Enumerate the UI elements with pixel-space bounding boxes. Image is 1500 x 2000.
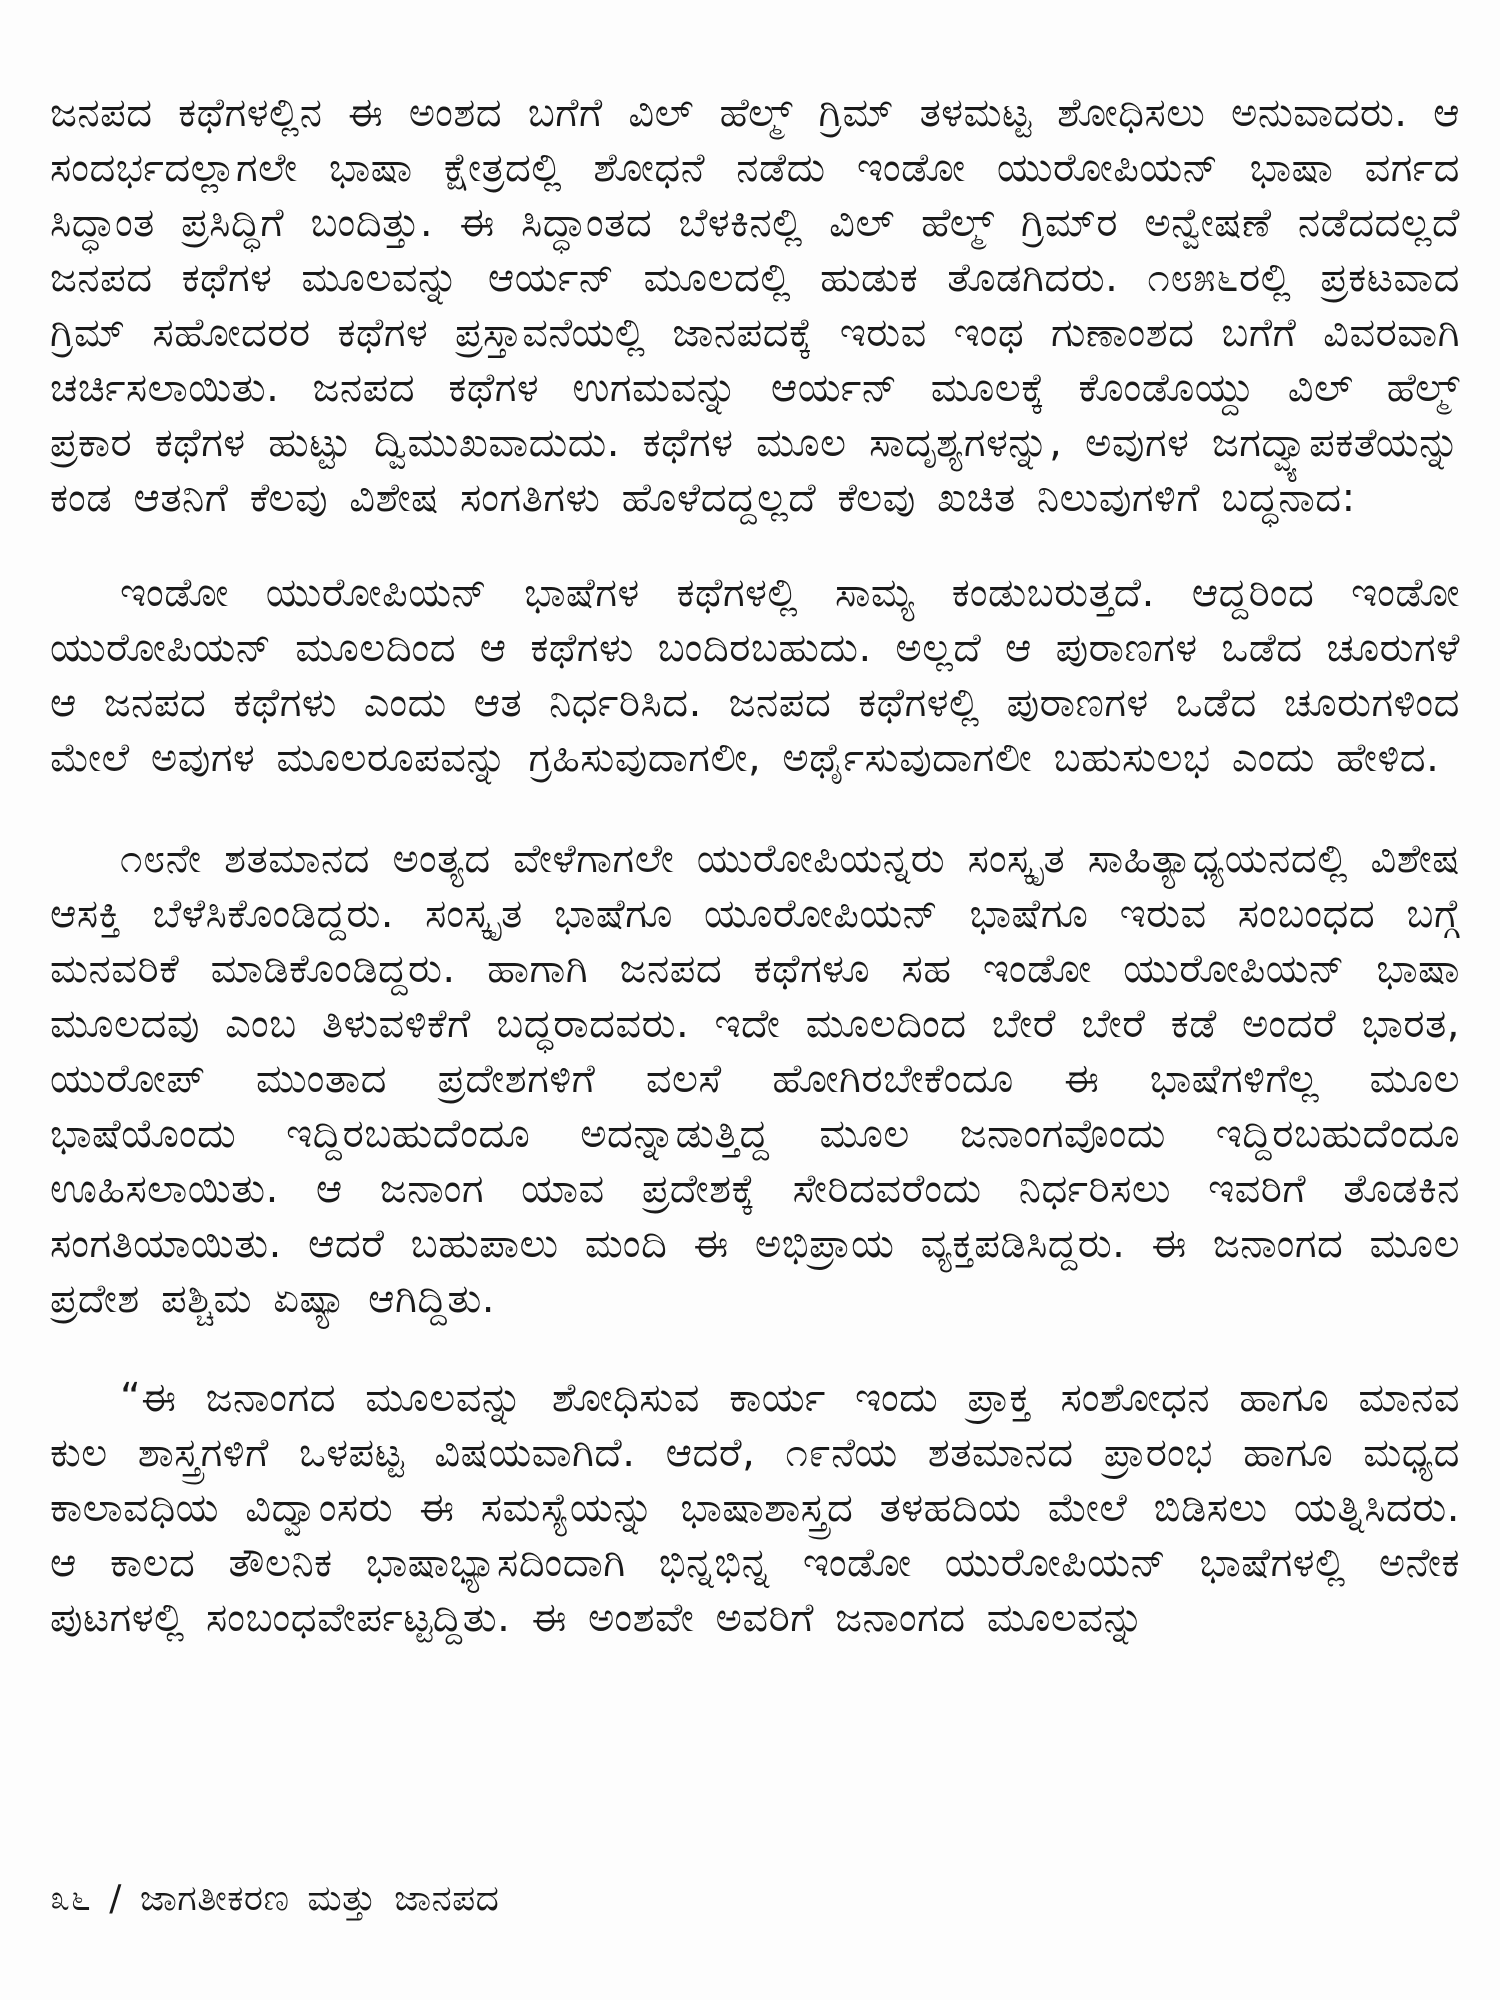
paragraph-4-quote: “ಈ ಜನಾಂಗದ ಮೂಲವನ್ನು ಶೋಧಿಸುವ ಕಾರ್ಯ ಇಂದು ಪ್ರಾಕ್ತ ಸಂಶೋಧನ ಹಾಗೂ ಮಾನವ ಕುಲ ಶಾಸ್ತ್ರಗಳಿಗೆ ಒಳಪಟ್ಟ ವಿಷಯವಾಗಿದೆ. ಆದರೆ, ೧೯ನೆಯ ಶತಮಾನದ ಪ್ರಾರಂಭ ಹಾಗೂ ಮಧ್ಯದ ಕಾಲಾವಧಿಯ ವಿದ್ವಾಂಸರು ಈ ಸಮಸ್ಯೆಯನ್ನು ಭಾಷಾಶಾಸ್ತ್ರದ ತಳಹದಿಯ ಮೇಲೆ ಬಿಡಿಸಲು ಯತ್ನಿಸಿದರು. ಆ ಕಾಲದ ತೌಲನಿಕ ಭಾಷಾಭ್ಯಾಸದಿಂದಾಗಿ ಭಿನ್ನಭಿನ್ನ ಇಂಡೋ ಯುರೋಪಿಯನ್ ಭಾಷೆಗಳಲ್ಲಿ ಅನೇಕ ಪುಟಗಳಲ್ಲಿ ಸಂಬಂಧವೇರ್ಪಟ್ಟದ್ದಿತು. ಈ ಅಂಶವೇ ಅವರಿಗೆ ಜನಾಂಗದ ಮೂಲವನ್ನು xyxy=(50,1375,1460,1641)
paragraph-3: ೧೮ನೇ ಶತಮಾನದ ಅಂತ್ಯದ ವೇಳೆಗಾಗಲೇ ಯುರೋಪಿಯನ್ನರು ಸಂಸ್ಕೃತ ಸಾಹಿತ್ಯಾಧ್ಯಯನದಲ್ಲಿ ವಿಶೇಷ ಆಸಕ್ತಿ ಬೆಳೆಸಿಕೊಂಡಿದ್ದರು. ಸಂಸ್ಕೃತ ಭಾಷೆಗೂ ಯೂರೋಪಿಯನ್ ಭಾಷೆಗೂ ಇರುವ ಸಂಬಂಧದ ಬಗ್ಗೆ ಮನವರಿಕೆ ಮಾಡಿಕೊಂಡಿದ್ದರು. ಹಾಗಾಗಿ ಜನಪದ ಕಥೆಗಳೂ ಸಹ ಇಂಡೋ ಯುರೋಪಿಯನ್ ಭಾಷಾ ಮೂಲದವು ಎಂಬ ತಿಳುವಳಿಕೆಗೆ ಬದ್ಧರಾದವರು. ಇದೇ ಮೂಲದಿಂದ ಬೇರೆ ಬೇರೆ ಕಡೆ ಅಂದರೆ ಭಾರತ, ಯುರೋಪ್ ಮುಂತಾದ ಪ್ರದೇಶಗಳಿಗೆ ವಲಸೆ ಹೋಗಿರಬೇಕೆಂದೂ ಈ ಭಾಷೆಗಳಿಗೆಲ್ಲ ಮೂಲ ಭಾಷೆಯೊಂದು ಇದ್ದಿರಬಹುದೆಂದೂ ಅದನ್ನಾಡುತ್ತಿದ್ದ ಮೂಲ ಜನಾಂಗವೊಂದು ಇದ್ದಿರಬಹುದೆಂದೂ ಊಹಿಸಲಾಯಿತು. ಆ ಜನಾಂಗ ಯಾವ ಪ್ರದೇಶಕ್ಕೆ ಸೇರಿದವರೆಂದು ನಿರ್ಧರಿಸಲು ಇವರಿಗೆ ತೊಡಕಿನ ಸಂಗತಿಯಾಯಿತು. ಆದರೆ ಬಹುಪಾಲು ಮಂದಿ ಈ ಅಭಿಪ್ರಾಯ ವ್ಯಕ್ತಪಡಿಸಿದ್ದರು. ಈ ಜನಾಂಗದ ಮೂಲ ಪ್ರದೇಶ ಪಶ್ಚಿಮ ಏಷ್ಯಾ ಆಗಿದ್ದಿತು. xyxy=(50,836,1460,1322)
book-title: ಜಾಗತೀಕರಣ ಮತ್ತು ಜಾನಪದ xyxy=(139,1878,500,1919)
page-footer xyxy=(50,1877,499,1921)
footer-separator: / xyxy=(109,1878,122,1919)
paragraph-2: ಇಂಡೋ ಯುರೋಪಿಯನ್ ಭಾಷೆಗಳ ಕಥೆಗಳಲ್ಲಿ ಸಾಮ್ಯ ಕಂಡುಬರುತ್ತದೆ. ಆದ್ದರಿಂದ ಇಂಡೋ ಯುರೋಪಿಯನ್ ಮೂಲದಿಂದ ಆ ಕಥೆಗಳು ಬಂದಿರಬಹುದು. ಅಲ್ಲದೆ ಆ ಪುರಾಣಗಳ ಒಡೆದ ಚೂರುಗಳೆ ಆ ಜನಪದ ಕಥೆಗಳು ಎಂದು ಆತ ನಿರ್ಧರಿಸಿದ. ಜನಪದ ಕಥೆಗಳಲ್ಲಿ ಪುರಾಣಗಳ ಒಡೆದ ಚೂರುಗಳಿಂದ ಮೇಲೆ ಅವುಗಳ ಮೂಲರೂಪವನ್ನು ಗ್ರಹಿಸುವುದಾಗಲೀ, ಅರ್ಥೈಸುವುದಾಗಲೀ ಬಹುಸುಲಭ ಎಂದು ಹೇಳಿದ. xyxy=(50,570,1460,781)
body-text xyxy=(50,86,1460,1646)
paragraph-1: ಜನಪದ ಕಥೆಗಳಲ್ಲಿನ ಈ ಅಂಶದ ಬಗೆಗೆ ವಿಲ್ ಹೆಲ್ಮ್ ಗ್ರಿಮ್ ತಳಮಟ್ಟ ಶೋಧಿಸಲು ಅನುವಾದರು. ಆ ಸಂದರ್ಭದಲ್ಲಾಗಲೇ ಭಾಷಾ ಕ್ಷೇತ್ರದಲ್ಲಿ ಶೋಧನೆ ನಡೆದು ಇಂಡೋ ಯುರೋಪಿಯನ್ ಭಾಷಾ ವರ್ಗದ ಸಿದ್ಧಾಂತ ಪ್ರಸಿದ್ಧಿಗೆ ಬಂದಿತ್ತು. ಈ ಸಿದ್ಧಾಂತದ ಬೆಳಕಿನಲ್ಲಿ ವಿಲ್ ಹೆಲ್ಮ್ ಗ್ರಿಮ್‌ರ ಅನ್ವೇಷಣೆ ನಡೆದದಲ್ಲದೆ ಜನಪದ ಕಥೆಗಳ ಮೂಲವನ್ನು ಆರ್ಯನ್ ಮೂಲದಲ್ಲಿ ಹುಡುಕ ತೊಡಗಿದರು. ೧೮೫೬ರಲ್ಲಿ ಪ್ರಕಟವಾದ ಗ್ರಿಮ್ ಸಹೋದರರ ಕಥೆಗಳ ಪ್ರಸ್ತಾವನೆಯಲ್ಲಿ ಜಾನಪದಕ್ಕೆ ಇರುವ ಇಂಥ ಗುಣಾಂಶದ ಬಗೆಗೆ ವಿವರವಾಗಿ ಚರ್ಚಿಸಲಾಯಿತು. ಜನಪದ ಕಥೆಗಳ ಉಗಮವನ್ನು ಆರ್ಯನ್ ಮೂಲಕ್ಕೆ ಕೊಂಡೊಯ್ದು ವಿಲ್ ಹೆಲ್ಮ್ ಪ್ರಕಾರ ಕಥೆಗಳ ಹುಟ್ಟು ದ್ವಿಮುಖವಾದುದು. ಕಥೆಗಳ ಮೂಲ ಸಾದೃಶ್ಯಗಳನ್ನು, ಅವುಗಳ ಜಗದ್ವ್ಯಾಪಕತೆಯನ್ನು ಕಂಡ ಆತನಿಗೆ ಕೆಲವು ವಿಶೇಷ ಸಂಗತಿಗಳು ಹೊಳೆದದ್ದಲ್ಲದೆ ಕೆಲವು ಖಚಿತ ನಿಲುವುಗಳಿಗೆ ಬದ್ಧನಾದ: xyxy=(50,90,1460,521)
page-number: ೩೬ xyxy=(50,1878,92,1919)
